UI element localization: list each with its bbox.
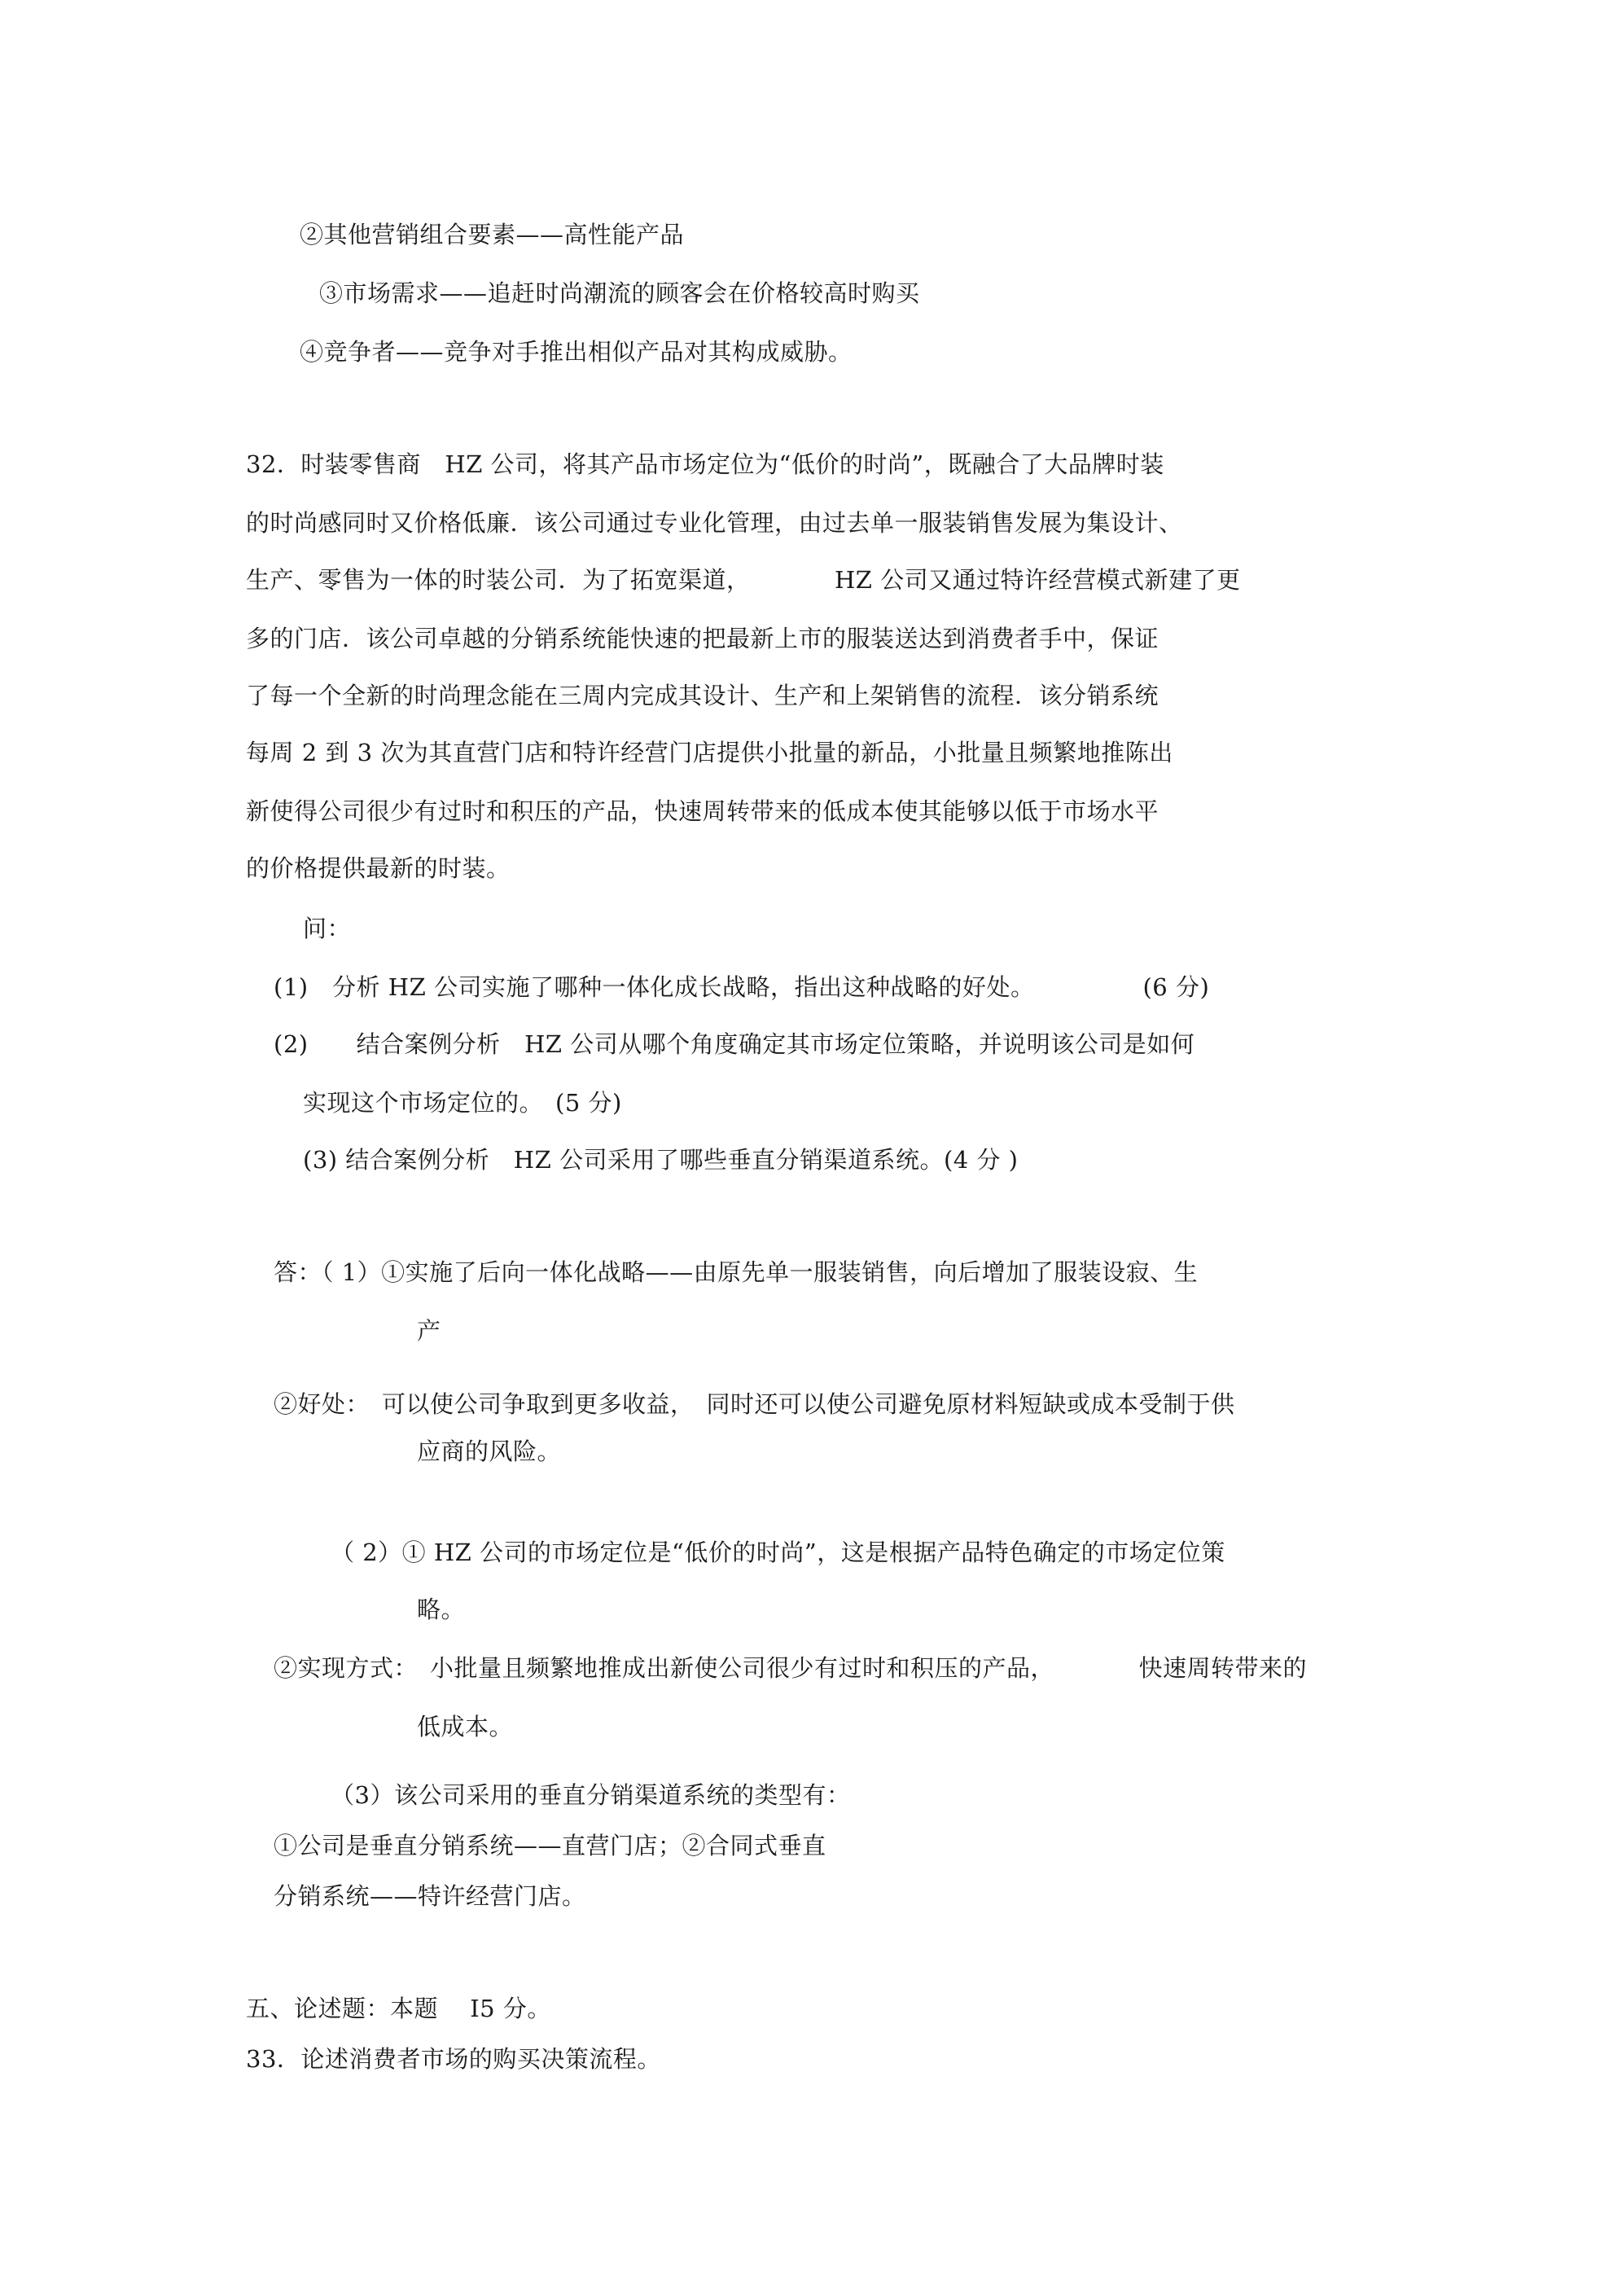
q32-line-5: 了每一个全新的时尚理念能在三周内完成其设计、生产和上架销售的流程．该分销系统 — [246, 682, 1160, 709]
prev-answer-item-2: ②其他营销组合要素——高性能产品 — [300, 221, 685, 248]
answer-2-way-line-2: 低成本。 — [417, 1713, 514, 1741]
answer-1-line-2: 产 — [417, 1317, 441, 1345]
answer-2-line-1: （ 2）① HZ 公司的市场定位是“低价的时尚”，这是根据产品特色确定的市场定位策 — [331, 1539, 1225, 1566]
q32-line-8: 的价格提供最新的时装。 — [246, 854, 511, 882]
q32-ask-label: 问： — [303, 915, 352, 942]
answer-1-line-1: 答：（ 1）①实施了后向一体化战略——由原先单一服装销售，向后增加了服装设寂、生 — [274, 1258, 1199, 1286]
answer-3-line-3: 分销系统——特许经营门店。 — [274, 1882, 586, 1910]
answer-3-line-1: （3）该公司采用的垂直分销渠道系统的类型有： — [331, 1781, 851, 1809]
q32-line-2: 的时尚感同时又价格低廉．该公司通过专业化管理，由过去单一服装销售发展为集设计、 — [246, 509, 1183, 537]
q32-line-1: 32．时装零售商 HZ 公司，将其产品市场定位为“低价的时尚”，既融合了大品牌时装 — [246, 450, 1164, 478]
answer-1-benefit-line-1: ②好处： 可以使公司争取到更多收益， 同时还可以使公司避免原材料短缺或成本受制于供 — [274, 1390, 1235, 1418]
q32-line-7: 新使得公司很少有过时和积压的产品，快速周转带来的低成本使其能够以低于市场水平 — [246, 797, 1160, 825]
section-5-heading: 五、论述题：本题 I5 分。 — [246, 1995, 551, 2022]
q32-sub-question-1: (1) 分析 HZ 公司实施了哪种一体化成长战略，指出这种战略的好处。 (6 分) — [274, 973, 1210, 1001]
prev-answer-item-4: ④竞争者——竞争对手推出相似产品对其构成威胁。 — [300, 338, 853, 366]
q32-line-6: 每周 2 到 3 次为其直营门店和特许经营门店提供小批量的新品，小批量且频繁地推陈出 — [246, 739, 1173, 766]
prev-answer-item-3: ③市场需求——追赶时尚潮流的顾客会在价格较高时购买 — [319, 279, 920, 307]
q32-line-3: 生产、零售为一体的时装公司．为了拓宽渠道， HZ 公司又通过特许经营模式新建了更 — [246, 566, 1241, 594]
q32-line-4: 多的门店．该公司卓越的分销系统能快速的把最新上市的服装送达到消费者手中，保证 — [246, 625, 1160, 652]
answer-1-benefit-line-2: 应商的风险。 — [417, 1438, 562, 1465]
q32-sub-question-3: (3) 结合案例分析 HZ 公司采用了哪些垂直分销渠道系统。(4 分 ) — [303, 1146, 1019, 1174]
answer-2-line-2: 略。 — [417, 1596, 466, 1623]
q32-sub-question-2a: (2) 结合案例分析 HZ 公司从哪个角度确定其市场定位策略，并说明该公司是如何 — [274, 1030, 1195, 1058]
answer-2-way-line-1: ②实现方式： 小批量且频繁地推成出新使公司很少有过时和积压的产品， 快速周转带来的 — [274, 1654, 1308, 1682]
question-33: 33．论述消费者市场的购买决策流程。 — [246, 2045, 661, 2073]
answer-3-line-2: ①公司是垂直分销系统——直营门店；②合同式垂直 — [274, 1832, 826, 1859]
q32-sub-question-2b: 实现这个市场定位的。 (5 分) — [303, 1089, 622, 1117]
